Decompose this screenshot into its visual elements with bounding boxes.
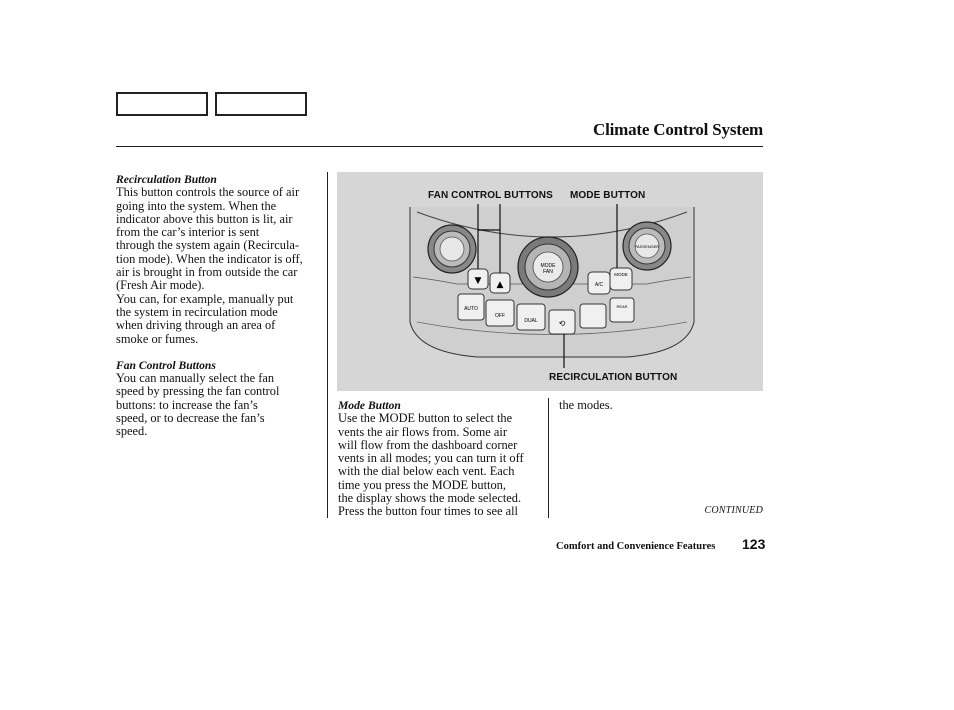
dual-button[interactable]: [517, 304, 545, 330]
page-title: Climate Control System: [593, 120, 763, 139]
recirculation-paragraph-1: This button controls the source of air going into the system. When the indicator above this button is lit, air from the car’s interior is sent through the system again (Recircula- tion mode). When the indicator is off, air is brought in from outside the car (Fresh Air mode).: [116, 185, 303, 293]
recirculation-button[interactable]: [549, 310, 575, 334]
svg-text:PASSENGER: PASSENGER: [634, 244, 660, 249]
right-paragraph: the modes.: [559, 398, 613, 412]
front-defrost-button[interactable]: [580, 304, 606, 328]
temperature-knob-right[interactable]: [623, 222, 671, 270]
auto-button[interactable]: [458, 294, 484, 320]
section-tab-1[interactable]: [116, 92, 208, 116]
svg-text:FAN: FAN: [543, 269, 553, 275]
left-column: [116, 173, 324, 439]
title-rule: [116, 146, 763, 147]
continued-label: CONTINUED: [704, 505, 763, 516]
fan-increase-button[interactable]: [490, 273, 510, 293]
mode-button-label: MODE BUTTON: [570, 190, 646, 201]
recirculation-heading: Recirculation Button: [116, 173, 217, 186]
svg-text:AUTO: AUTO: [464, 306, 478, 312]
page-number: 123: [742, 536, 766, 552]
svg-text:▲: ▲: [496, 280, 504, 290]
middle-column: [338, 399, 546, 519]
column-divider-left: [327, 172, 328, 518]
mode-button[interactable]: [610, 268, 632, 290]
svg-text:MODE: MODE: [614, 272, 628, 277]
fan-control-label: FAN CONTROL BUTTONS: [428, 190, 553, 201]
svg-text:MODE: MODE: [540, 263, 556, 269]
rear-defrost-button[interactable]: [610, 298, 634, 322]
climate-panel-illustration: [337, 172, 763, 391]
svg-text:REAR: REAR: [616, 304, 628, 309]
section-tab-2[interactable]: [215, 92, 307, 116]
right-column: [559, 399, 759, 412]
recirculation-button-label: RECIRCULATION BUTTON: [549, 372, 678, 383]
ac-button[interactable]: [588, 272, 610, 294]
footer-section-title: Comfort and Convenience Features: [556, 541, 716, 552]
mode-fan-knob[interactable]: [518, 237, 578, 297]
off-button[interactable]: [486, 300, 514, 326]
svg-text:OFF: OFF: [495, 313, 505, 319]
fan-heading: Fan Control Buttons: [116, 358, 216, 372]
mode-heading: Mode Button: [338, 399, 401, 412]
svg-text:▼: ▼: [474, 276, 482, 286]
fan-paragraph: You can manually select the fan speed by pressing the fan control buttons: to increase the fan’s speed, or to decrease the fan’s speed.: [116, 371, 280, 439]
mode-paragraph: Use the MODE button to select the vents the air flows from. Some air will flow from the dashboard corner vents in all modes; you can turn it off with the dial below each vent. Each time you press the MODE button, the display shows the mode selected. Press the button four times to see all: [338, 411, 524, 519]
temperature-knob-left[interactable]: [428, 225, 476, 273]
fan-decrease-button[interactable]: [468, 269, 488, 289]
svg-text:A/C: A/C: [594, 282, 604, 288]
column-divider-right: [548, 398, 549, 518]
svg-text:⟲: ⟲: [558, 319, 566, 328]
svg-text:DUAL: DUAL: [524, 318, 538, 324]
climate-panel-figure: [337, 172, 763, 391]
recirculation-paragraph-2: You can, for example, manually put the system in recirculation mode when driving through an area of smoke or fumes.: [116, 291, 294, 346]
